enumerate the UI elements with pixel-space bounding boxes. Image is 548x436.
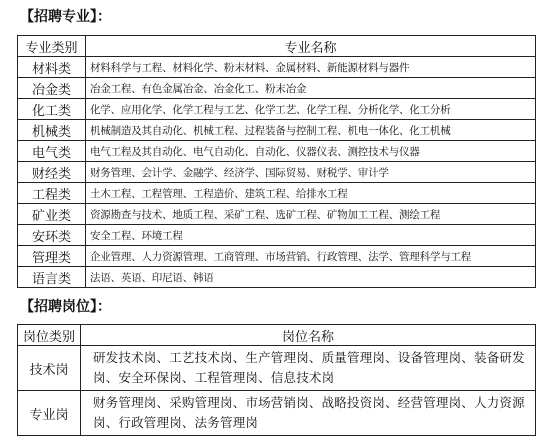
table-row [18, 78, 536, 99]
position-category-header: 岗位类别 [18, 325, 81, 346]
position-names-header: 岗位名称 [81, 325, 536, 346]
major-names-cell: 法语、英语、印尼语、韩语 [86, 267, 536, 288]
major-category-cell: 管理类 [18, 246, 86, 267]
table-row [18, 183, 536, 204]
major-names-cell: 材料科学与工程、材料化学、粉末材料、金属材料、新能源材料与器件 [86, 57, 536, 78]
table-row [18, 267, 536, 288]
table-row [18, 204, 536, 225]
major-names-cell: 冶金工程、有色金属冶金、冶金化工、粉末冶金 [86, 78, 536, 99]
table-row [18, 57, 536, 78]
position-category-cell: 技术岗 [18, 346, 81, 391]
table-row [18, 162, 536, 183]
table-row [18, 391, 536, 436]
table-row [18, 120, 536, 141]
majors-table [17, 35, 536, 288]
positions-header-row [18, 325, 536, 346]
major-category-cell: 矿业类 [18, 204, 86, 225]
major-names-cell: 企业管理、人力资源管理、工商管理、市场营销、行政管理、法学、管理科学与工程 [86, 246, 536, 267]
major-category-cell: 电气类 [18, 141, 86, 162]
major-names-cell: 安全工程、环境工程 [86, 225, 536, 246]
major-category-cell: 安环类 [18, 225, 86, 246]
table-row [18, 246, 536, 267]
major-category-cell: 化工类 [18, 99, 86, 120]
major-names-header: 专业名称 [86, 36, 536, 57]
major-category-cell: 机械类 [18, 120, 86, 141]
table-row [18, 141, 536, 162]
major-names-cell: 机械制造及其自动化、机械工程、过程装备与控制工程、机电一体化、化工机械 [86, 120, 536, 141]
positions-heading: 【招聘岗位】： [20, 299, 111, 315]
major-category-cell: 财经类 [18, 162, 86, 183]
table-row [18, 99, 536, 120]
major-names-cell: 化学、应用化学、化学工程与工艺、化学工艺、化学工程、分析化学、化工分析 [86, 99, 536, 120]
major-category-cell: 语言类 [18, 267, 86, 288]
position-names-cell: 研发技术岗、工艺技术岗、生产管理岗、质量管理岗、设备管理岗、装备研发岗、安全环保岗、工程管理岗、信息技术岗 [81, 346, 536, 391]
majors-header-row [18, 36, 536, 57]
major-category-cell: 材料类 [18, 57, 86, 78]
major-category-header: 专业类别 [18, 36, 86, 57]
major-names-cell: 土木工程、工程管理、工程造价、建筑工程、给排水工程 [86, 183, 536, 204]
major-category-cell: 工程类 [18, 183, 86, 204]
positions-table [17, 324, 536, 436]
major-category-cell: 冶金类 [18, 78, 86, 99]
majors-heading: 【招聘专业】： [20, 9, 111, 25]
table-row [18, 225, 536, 246]
position-names-cell: 财务管理岗、采购管理岗、市场营销岗、战略投资岗、经营管理岗、人力资源岗、行政管理岗、法务管理岗 [81, 391, 536, 436]
major-names-cell: 财务管理、会计学、金融学、经济学、国际贸易、财税学、审计学 [86, 162, 536, 183]
major-names-cell: 电气工程及其自动化、电气自动化、自动化、仪器仪表、测控技术与仪器 [86, 141, 536, 162]
position-category-cell: 专业岗 [18, 391, 81, 436]
table-row [18, 346, 536, 391]
major-names-cell: 资源勘查与技术、地质工程、采矿工程、选矿工程、矿物加工工程、测绘工程 [86, 204, 536, 225]
